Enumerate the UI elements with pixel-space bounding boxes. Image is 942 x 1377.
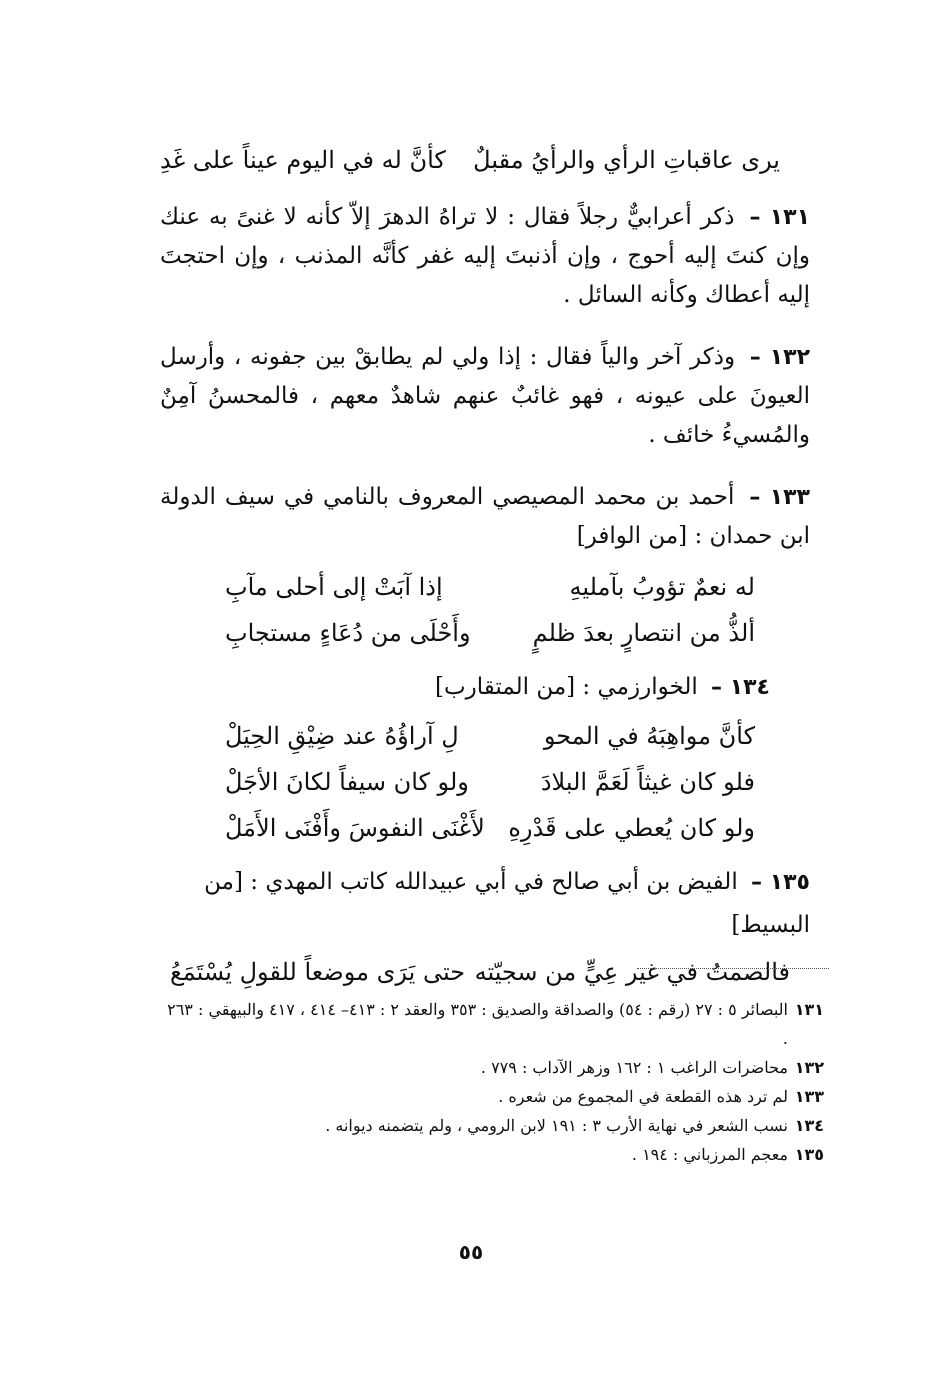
footnotes: [164, 995, 824, 1169]
verse-second-hemistich: وأَحْلَى من دُعَاءٍ مستجابِ: [225, 619, 471, 647]
poem-verse: [225, 759, 755, 805]
entry-131: [160, 198, 810, 315]
poem-verse: [225, 713, 755, 759]
poem-133: [225, 564, 755, 656]
page-number: ٥٥: [458, 1240, 484, 1264]
verse-first-hemistich: له نعمٌ تؤوبُ بآمليهِ: [569, 573, 755, 601]
footnote-text: نسب الشعر في نهاية الأرب ٣ : ١٩١ لابن الرومي ، ولم يتضمنه ديوانه .: [325, 1116, 788, 1135]
poem-verse: [225, 805, 755, 851]
entry-number: ١٣٣ –: [749, 485, 810, 510]
footnote-number: ١٣٢: [794, 1058, 824, 1077]
footnote-number: ١٣٤: [794, 1116, 824, 1135]
verse-second-hemistich: حتى يَرَى موضعاً للقولِ يُسْتَمَعُ: [170, 958, 466, 986]
entry-text: وذكر آخر والياً فقال : إذا ولي لم يطابقْ بين جفونه ، وأرسل العيونَ على عيونه ، فهو غائبٌ عنهم شاهدٌ معهم ، فالمحسنُ آمِنٌ والمُسيءُ خائف .: [160, 344, 810, 448]
footnote-131: [164, 995, 824, 1053]
entry-132: [160, 338, 810, 455]
verse-second-hemistich: كأنَّ له في اليوم عيناً على غَدِ: [160, 146, 446, 174]
footnote-text: البصائر ٥ : ٢٧ (رقم : ٥٤) والصداقة والصديق : ٣٥٣ والعقد ٢ : ٤١٣– ٤١٤ ، ٤١٧ والبيهقي : ٢٦٣ .: [167, 1000, 788, 1048]
verse-first-hemistich: كأنَّ مواهِبَهُ في المحو: [543, 722, 755, 750]
verse-first-hemistich: ولو كان يُعطي على قَدْرِهِ: [508, 814, 755, 842]
verse-second-hemistich: ولو كان سيفاً لكانَ الأجَلْ: [225, 768, 469, 796]
entry-number: ١٣٤ –: [711, 675, 770, 700]
verse-first-hemistich: فلو كان غيثاً لَعَمَّ البلادَ: [540, 768, 755, 796]
entry-135: [160, 861, 810, 946]
poem-verse: [225, 610, 755, 656]
verse-second-hemistich: لأَغْنَى النفوسَ وأَفْنَى الأَمَلْ: [225, 814, 485, 842]
entry-133: [160, 478, 810, 556]
footnote-132: [164, 1053, 824, 1082]
poem-134: [225, 713, 755, 851]
footnote-133: [164, 1082, 824, 1111]
footnote-134: [164, 1111, 824, 1140]
footnote-text: محاضرات الراغب ١ : ١٦٢ وزهر الآداب : ٧٧٩ .: [480, 1058, 788, 1077]
entry-134: [160, 666, 770, 709]
entry-text: ذكر أعرابيٌّ رجلاً فقال : لا تراهُ الدهرَ إلاّ كأنه لا غنىً به عنك وإن كنتَ إليه أحوج ، وإن أذنبتَ إليه غفر كأنَّه المذنب ، وإن احتجتَ إليه أعطاك وكأنه السائل .: [160, 204, 810, 308]
footnote-number: ١٣٥: [794, 1145, 824, 1164]
verse-second-hemistich: إذا آبَتْ إلى أحلى مآبِ: [225, 573, 443, 601]
opening-verse: [160, 140, 780, 180]
footnote-number: ١٣١: [794, 1000, 824, 1019]
footnote-text: معجم المرزباني : ١٩٤ .: [631, 1145, 788, 1164]
entry-number: ١٣٥ –: [751, 870, 810, 895]
verse-first-hemistich: فالصمتُ في غير عِيٍّ من سجيّته: [474, 958, 790, 986]
footnote-divider: [637, 968, 829, 969]
entry-text: الخوارزمي : [من المتقارب]: [435, 674, 698, 700]
footnote-text: لم ترد هذه القطعة في المجموع من شعره .: [498, 1087, 788, 1106]
poem-verse: [225, 564, 755, 610]
verse-second-hemistich: لِ آراؤُهُ عند ضِيْقِ الحِيَلْ: [225, 722, 459, 750]
entry-number: ١٣١ –: [749, 205, 811, 230]
footnote-135: [164, 1140, 824, 1169]
verse-first-hemistich: ألذُّ من انتصارٍ بعدَ ظلمٍ: [532, 619, 755, 647]
page-body: [160, 140, 810, 992]
footnote-number: ١٣٣: [794, 1087, 824, 1106]
entry-number: ١٣٢ –: [749, 345, 811, 370]
entry-text: أحمد بن محمد المصيصي المعروف بالنامي في سيف الدولة ابن حمدان : [من الوافر]: [160, 484, 810, 549]
verse-135: [170, 952, 790, 992]
entry-text: الفيض بن أبي صالح في أبي عبيدالله كاتب المهدي : [من البسيط]: [204, 869, 810, 938]
verse-first-hemistich: يرى عاقباتِ الرأي والرأيُ مقبلٌ: [473, 146, 780, 174]
